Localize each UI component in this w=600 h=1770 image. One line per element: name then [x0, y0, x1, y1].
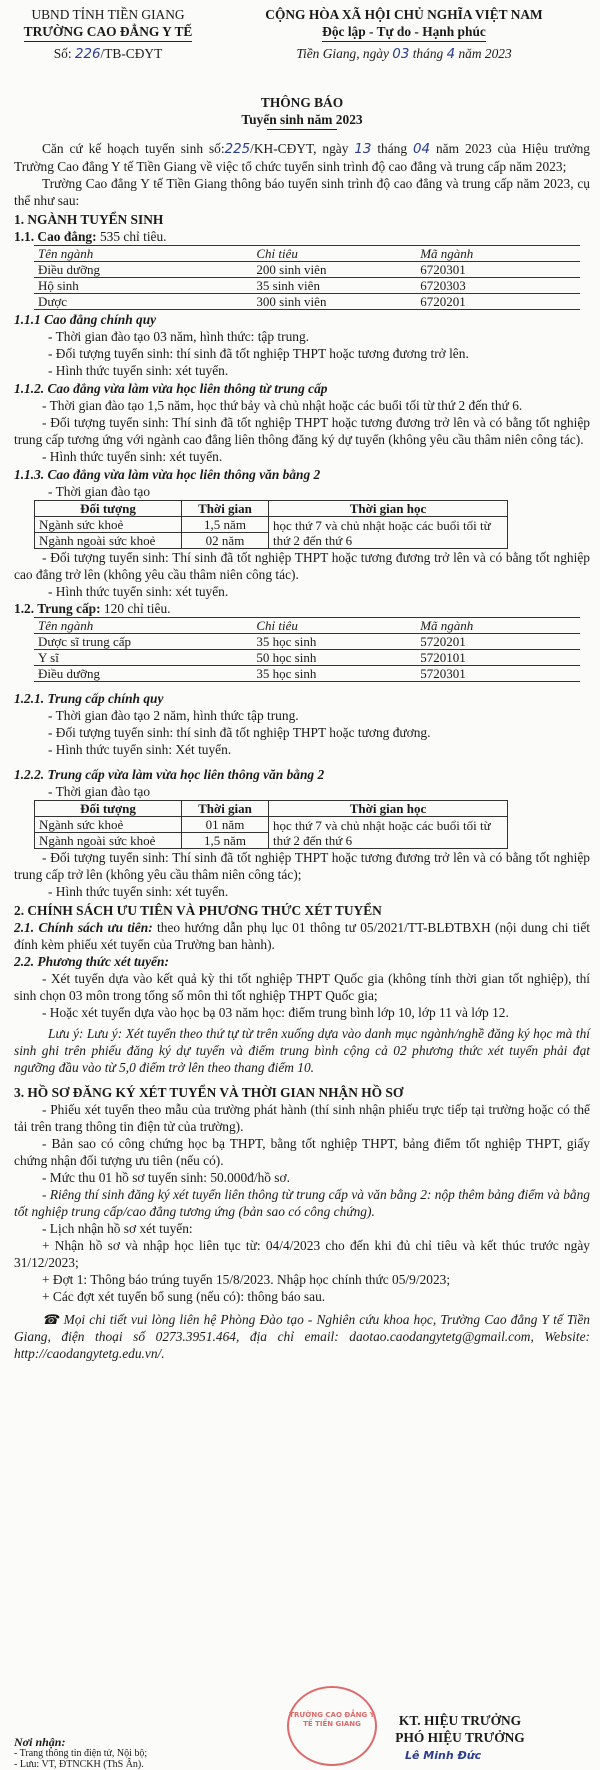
tc-table: [34, 617, 580, 682]
cd-heading: 1.1. Cao đẳng: 535 chỉ tiêu.: [14, 229, 167, 244]
s22-heading: 2.2. Phương thức xét tuyển:: [14, 954, 169, 969]
tc-heading: 1.2. Trung cấp: 120 chỉ tiêu.: [14, 601, 171, 616]
s113-th-target: Đối tượng: [35, 501, 182, 517]
title-rule: [267, 129, 337, 130]
list-item: + Các đợt xét tuyển bổ sung (nếu có): thông báo sau.: [42, 1289, 326, 1304]
s122-time-label: - Thời gian đào tạo: [48, 784, 151, 799]
list-item: - Hoặc xét tuyển dựa vào học bạ 03 năm học: điểm trung bình lớp 10, lớp 11 và lớp 12.: [42, 1005, 509, 1020]
s122-th-target: Đối tượng: [35, 801, 182, 817]
intro-paragraph-1: Căn cứ kế hoạch tuyển sinh số:225/KH-CĐYT, ngày 13 tháng 04 năm 2023 của Hiệu trưởng Trường Cao đẳng Y tế Tiền Giang về việc tổ chức tuyển sinh trình độ cao đẳng và trung cấp năm 2023;: [14, 141, 590, 174]
cd-th-code: Mã ngành: [416, 246, 580, 262]
tc-th-quota: Chỉ tiêu: [252, 618, 416, 634]
s113-heading: 1.1.3. Cao đẳng vừa làm vừa học liên thông văn bằng 2: [14, 467, 321, 482]
list-item: - Riêng thí sinh đăng ký xét tuyển liên thông từ trung cấp và văn bằng 2: nộp thêm bảng điểm và bằng tốt nghiệp trung cấp/cao đẳng tương ứng (bản sao có công chứng).: [14, 1187, 590, 1219]
nation-title: CỘNG HÒA XÃ HỘI CHỦ NGHĨA VIỆT NAM: [265, 7, 543, 22]
table-row: Ngành ngoài sức khoẻ 1,5 năm: [35, 833, 508, 849]
intro-paragraph-2: Trường Cao đẳng Y tế Tiền Giang thông báo tuyển sinh trình độ cao đẳng và trung cấp năm 2023, cụ thể như sau:: [14, 176, 590, 208]
tc-th-code: Mã ngành: [416, 618, 580, 634]
table-row: Điều dưỡng 200 sinh viên 6720301: [34, 262, 580, 278]
s122-th-schedule: Thời gian học: [269, 801, 508, 817]
list-item: - Thời gian đào tạo 1,5 năm, học thứ bảy và chủ nhật hoặc các buổi tối từ thứ 2 đến thứ 6.: [42, 398, 523, 413]
list-item: - Đối tượng tuyển sinh: thí sinh đã tốt nghiệp THPT hoặc tương đương.: [48, 725, 431, 740]
tc-th-name: Tên ngành: [34, 618, 252, 634]
s122-heading: 1.2.2. Trung cấp vừa làm vừa học liên thông văn bằng 2: [14, 767, 325, 782]
table-row: Hộ sinh 35 sinh viên 6720303: [34, 278, 580, 294]
list-item: - Đối tượng tuyển sinh: Thí sinh đã tốt nghiệp THPT hoặc tương đương trở lên và có bằng tốt nghiệp trung cấp trở lên (không yêu cầu thâm niên công tác);: [14, 850, 590, 882]
recipients-label: Nơi nhận:: [14, 1735, 66, 1749]
cd-th-name: Tên ngành: [34, 246, 252, 262]
table-row: Y sĩ 50 học sinh 5720101: [34, 650, 580, 666]
s113-time-label: - Thời gian đào tạo: [48, 484, 151, 499]
sign-title-2: PHÓ HIỆU TRƯỞNG: [395, 1730, 525, 1745]
list-item: - Hình thức tuyển sinh: xét tuyển.: [48, 363, 229, 378]
table-row: Ngành sức khoẻ 01 năm học thứ 7 và chủ nhật hoặc các buổi tối từ thứ 2 đến thứ 6: [35, 817, 508, 833]
official-stamp: TRƯỜNG CAO ĐẲNG Y TẾ TIỀN GIANG: [287, 1686, 377, 1766]
place-date: Tiền Giang, ngày 03 tháng 4 năm 2023: [296, 46, 512, 62]
table-row: Điều dưỡng 35 học sinh 5720301: [34, 666, 580, 682]
sign-title-1: KT. HIỆU TRƯỞNG: [398, 1713, 522, 1728]
document-body: [14, 94, 590, 1362]
signer-name: Lê Minh Đức: [405, 1749, 482, 1762]
list-item: - Đối tượng tuyển sinh: thí sinh đã tốt nghiệp THPT hoặc tương đương trở lên.: [48, 346, 469, 361]
doc-subtitle: Tuyển sinh năm 2023: [241, 112, 363, 127]
s113-table: [34, 500, 508, 549]
list-item: - Thời gian đào tạo 03 năm, hình thức: tập trung.: [48, 329, 310, 344]
table-row: Ngành ngoài sức khoẻ 02 năm: [35, 533, 508, 549]
recipient-item: - Trang thông tin điện tử, Nội bộ;: [14, 1748, 148, 1759]
list-item: - Thời gian đào tạo 2 năm, hình thức tập trung.: [48, 708, 299, 723]
s113-th-duration: Thời gian: [182, 501, 269, 517]
contact-paragraph: ☎ Mọi chi tiết vui lòng liên hệ Phòng Đào tạo - Nghiên cứu khoa học, Trường Cao đẳng Y tế Tiền Giang, điện thoại số 0273.3951.464, địa chỉ email: daotao.caodangytetg@gmail.com, Website: http://caodangytetg.edu.vn/.: [14, 1312, 590, 1361]
list-item: - Lịch nhận hồ sơ xét tuyển:: [42, 1221, 193, 1236]
org-name: TRƯỜNG CAO ĐẲNG Y TẾ: [24, 23, 193, 42]
s113-th-schedule: Thời gian học: [269, 501, 508, 517]
doc-number-handwritten: 226: [74, 47, 101, 62]
table-row: Dược sĩ trung cấp 35 học sinh 5720201: [34, 634, 580, 650]
header-left: [8, 6, 208, 63]
s112-heading: 1.1.2. Cao đẳng vừa làm vừa học liên thông từ trung cấp: [14, 381, 328, 396]
org-top: UBND TỈNH TIỀN GIANG: [31, 7, 185, 22]
list-item: + Nhận hồ sơ và nhập học liên tục từ: 04/4/2023 cho đến khi đủ chỉ tiêu và kết thúc trước ngày 31/12/2023;: [14, 1238, 590, 1270]
section-1-heading: 1. NGÀNH TUYỂN SINH: [14, 212, 164, 227]
s122-table: [34, 800, 508, 849]
list-item: - Phiếu xét tuyển theo mẫu của trường phát hành (thí sinh nhận phiếu trực tiếp tại trường hoặc có thể tải trên trang thông tin điện tử của trường).: [14, 1102, 590, 1134]
recipient-item: - Lưu: VT, ĐTNCKH (ThS Ân).: [14, 1759, 144, 1770]
cd-th-quota: Chỉ tiêu: [252, 246, 416, 262]
list-item: - Mức thu 01 hồ sơ tuyển sinh: 50.000đ/hồ sơ.: [42, 1170, 290, 1185]
s21-paragraph: 2.1. Chính sách ưu tiên: theo hướng dẫn phụ lục 01 thông tư 05/2021/TT-BLĐTBXH (nội dung chi tiết đính kèm phiếu xét tuyển của Trường ban hành).: [14, 920, 590, 952]
header-right: [210, 6, 598, 63]
section-2-heading: 2. CHÍNH SÁCH ƯU TIÊN VÀ PHƯƠNG THỨC XÉT TUYỂN: [14, 903, 382, 918]
list-item: - Hình thức tuyển sinh: xét tuyển.: [48, 884, 229, 899]
list-item: - Hình thức tuyển sinh: xét tuyển.: [42, 449, 223, 464]
doc-title: THÔNG BÁO: [260, 95, 344, 110]
s113-schedule-cell: học thứ 7 và chủ nhật hoặc các buổi tối từ thứ 2 đến thứ 6: [269, 517, 508, 549]
motto: Độc lập - Tự do - Hạnh phúc: [322, 23, 486, 42]
doc-number: Số: 226/TB-CĐYT: [53, 46, 163, 62]
s2-note: Lưu ý: Lưu ý: Xét tuyển theo thứ tự từ trên xuống dựa vào danh mục ngành/nghề đăng ký học mà thí sinh ghi trên phiếu đăng ký dự tuyển và điểm trung bình cộng cả 02 phương thức xét tuyển phải đạt ngưỡng đầu vào từ 5,0 điểm trở lên theo thang điểm 10.: [14, 1026, 590, 1075]
list-item: - Xét tuyển dựa vào kết quả kỳ thi tốt nghiệp THPT Quốc gia (không tính thời gian tốt nghiệp), thí sinh chọn 03 môn trong tổng số môn thi tốt nghiệp THPT Quốc gia;: [14, 971, 590, 1003]
table-row: Ngành sức khoẻ 1,5 năm học thứ 7 và chủ nhật hoặc các buổi tối từ thứ 2 đến thứ 6: [35, 517, 508, 533]
s111-heading: 1.1.1 Cao đẳng chính quy: [14, 312, 157, 327]
list-item: - Bản sao có công chứng học bạ THPT, bằng tốt nghiệp THPT, bảng điểm tốt nghiệp THPT, giấy chứng nhận đối tượng ưu tiên (nếu có).: [14, 1136, 590, 1168]
cd-table: [34, 245, 580, 310]
recipients-block: [14, 1737, 147, 1770]
s122-schedule-cell: học thứ 7 và chủ nhật hoặc các buổi tối từ thứ 2 đến thứ 6: [269, 817, 508, 849]
list-item: - Đối tượng tuyển sinh: Thí sinh đã tốt nghiệp THPT hoặc tương đương trở lên và có bằng tốt nghiệp cao đẳng trở lên (không yêu cầu thâm niên công tác).: [14, 550, 590, 582]
s122-th-duration: Thời gian: [182, 801, 269, 817]
s121-heading: 1.2.1. Trung cấp chính quy: [14, 691, 164, 706]
section-3-heading: 3. HỒ SƠ ĐĂNG KÝ XÉT TUYỂN VÀ THỜI GIAN NHẬN HỒ SƠ: [14, 1085, 404, 1100]
list-item: + Đợt 1: Thông báo trúng tuyển 15/8/2023. Nhập học chính thức 05/9/2023;: [42, 1272, 451, 1287]
list-item: - Đối tượng tuyển sinh: Thí sinh đã tốt nghiệp THPT hoặc tương đương trở lên và có bằng tốt nghiệp trung cấp tương ứng với ngành cao đẳng liên thông đăng ký dự tuyển (không yêu cầu thâm niên công tác).: [14, 415, 590, 447]
table-row: Dược 300 sinh viên 6720201: [34, 294, 580, 310]
list-item: - Hình thức tuyển sinh: xét tuyển.: [48, 584, 229, 599]
list-item: - Hình thức tuyển sinh: Xét tuyển.: [48, 742, 232, 757]
